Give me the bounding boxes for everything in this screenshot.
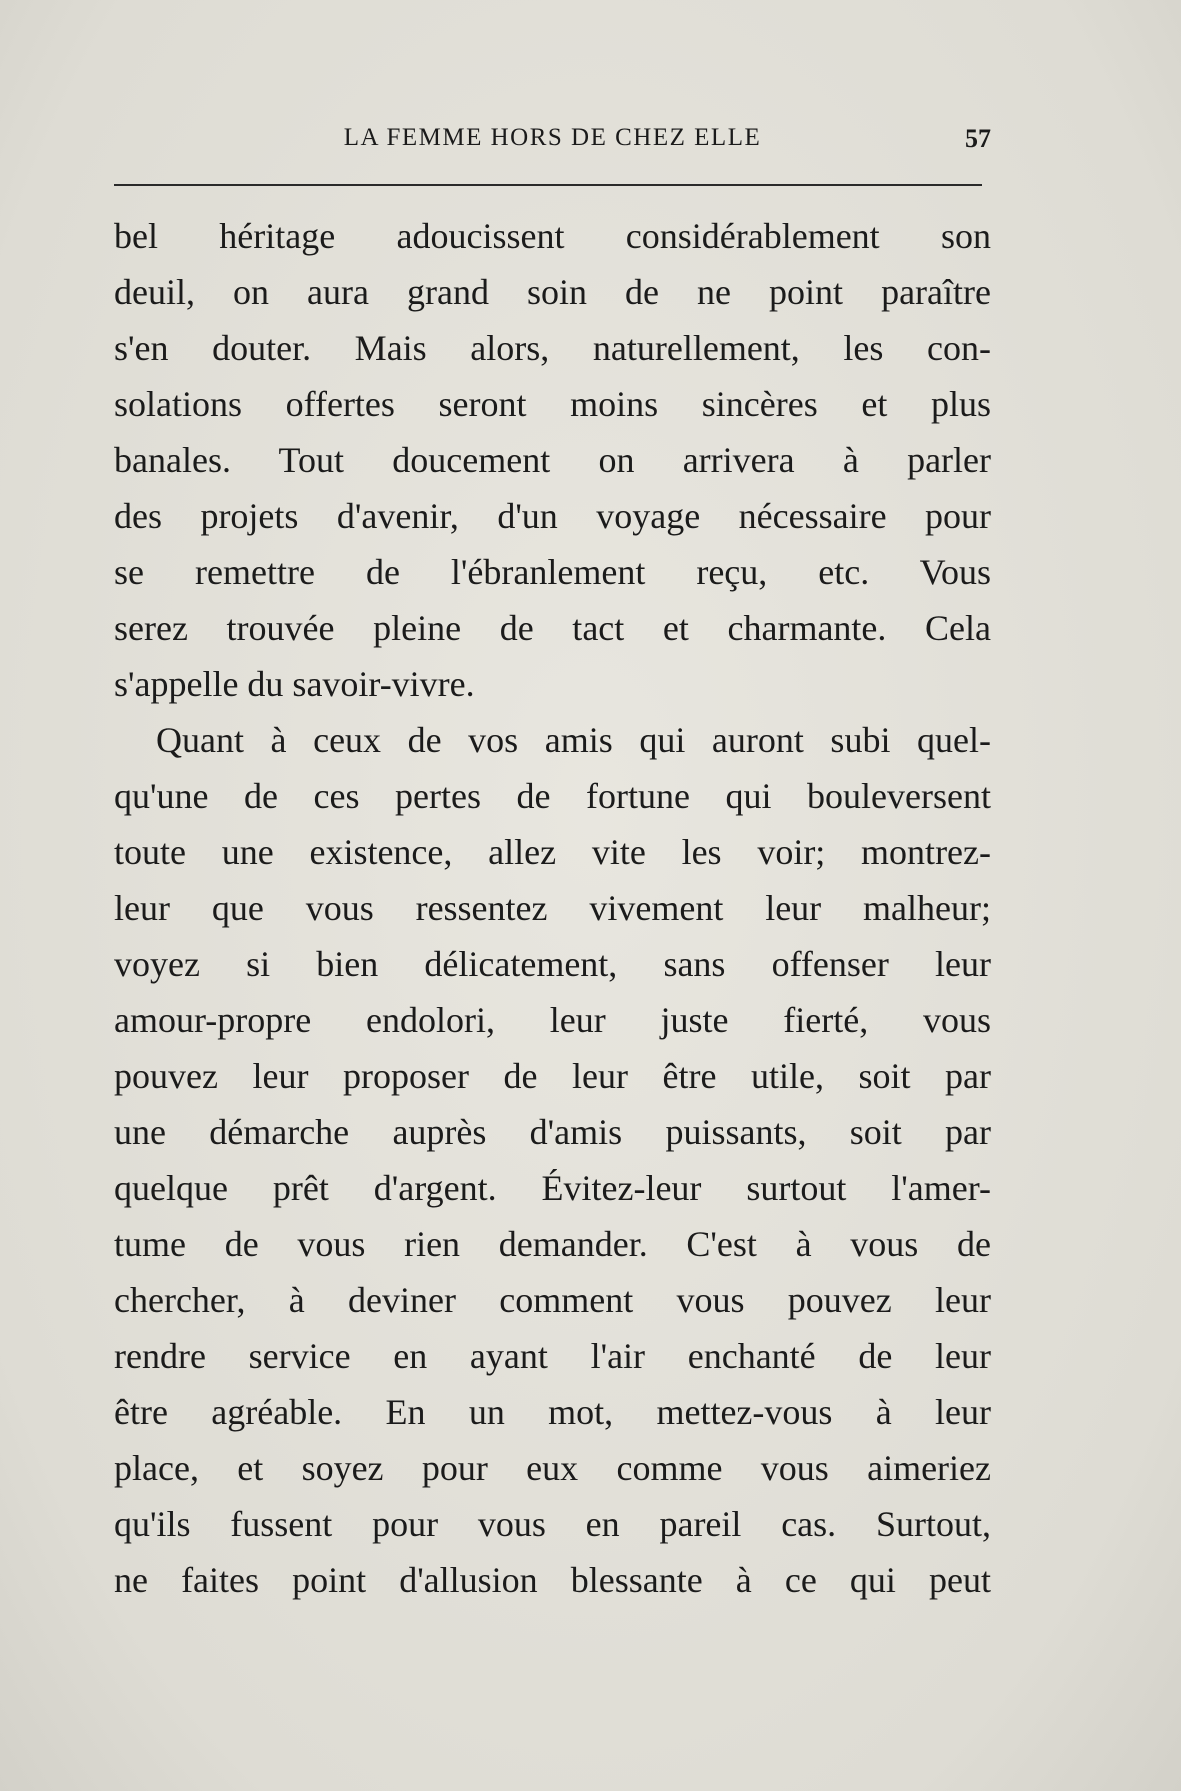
header-rule [114, 184, 982, 186]
text-line: des projets d'avenir, d'un voyage nécessaire pour [114, 496, 991, 536]
text-line: amour-propre endolori, leur juste fierté, vous [114, 1000, 991, 1040]
running-title: LA FEMME HORS DE CHEZ ELLE [343, 124, 762, 151]
text-line: serez trouvée pleine de tact et charmante. Cela [114, 608, 991, 648]
text-line: rendre service en ayant l'air enchanté de leur [114, 1336, 991, 1376]
text-line: ne faites point d'allusion blessante à ce qui peut [114, 1560, 991, 1600]
text-line: qu'une de ces pertes de fortune qui bouleversent [114, 776, 991, 816]
text-line: voyez si bien délicatement, sans offenser leur [114, 944, 991, 984]
page-number: 57 [965, 124, 991, 153]
text-line: qu'ils fussent pour vous en pareil cas. Surtout, [114, 1504, 991, 1544]
text-line: Quant à ceux de vos amis qui auront subi quel- [156, 720, 991, 760]
text-line: place, et soyez pour eux comme vous aimeriez [114, 1448, 991, 1488]
paragraph [114, 712, 991, 1608]
text-line: leur que vous ressentez vivement leur malheur; [114, 888, 991, 928]
text-line: solations offertes seront moins sincères et plus [114, 384, 991, 424]
text-line: quelque prêt d'argent. Évitez-leur surtout l'amer- [114, 1168, 991, 1208]
running-header [114, 124, 991, 158]
text-line: être agréable. En un mot, mettez-vous à leur [114, 1392, 991, 1432]
text-line: s'en douter. Mais alors, naturellement, les con- [114, 328, 991, 368]
text-line: chercher, à deviner comment vous pouvez leur [114, 1280, 991, 1320]
text-line: toute une existence, allez vite les voir; montrez- [114, 832, 991, 872]
text-line: bel héritage adoucissent considérablement son [114, 216, 991, 256]
paragraph [114, 208, 991, 712]
text-line: s'appelle du savoir-vivre. [114, 664, 475, 704]
text-line: deuil, on aura grand soin de ne point paraître [114, 272, 991, 312]
text-line: tume de vous rien demander. C'est à vous de [114, 1224, 991, 1264]
text-line: une démarche auprès d'amis puissants, soit par [114, 1112, 991, 1152]
text-line: banales. Tout doucement on arrivera à parler [114, 440, 991, 480]
text-line: se remettre de l'ébranlement reçu, etc. Vous [114, 552, 991, 592]
page-body [114, 208, 991, 1608]
text-line: pouvez leur proposer de leur être utile, soit par [114, 1056, 991, 1096]
